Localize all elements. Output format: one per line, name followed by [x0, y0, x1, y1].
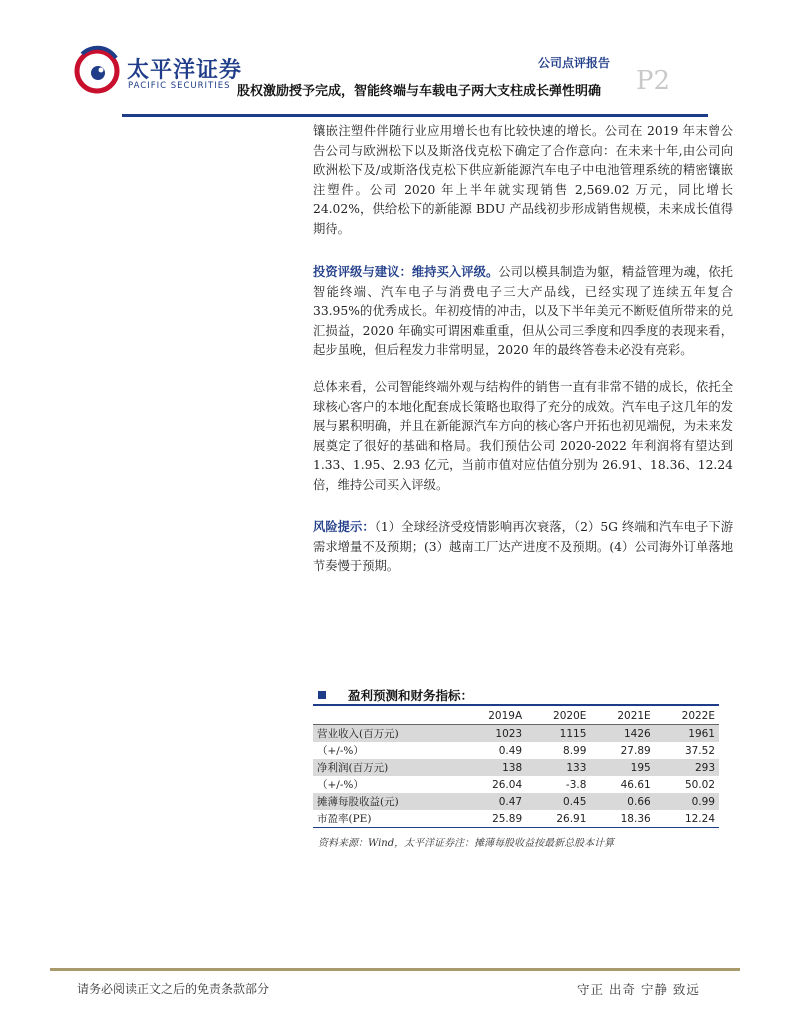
row-label: 营业收入(百万元) [313, 725, 461, 743]
financial-table [313, 707, 719, 828]
rating-label: 投资评级与建议：维持买入评级。 [313, 264, 499, 279]
table-cell: 0.49 [498, 744, 523, 757]
table-header-cell: 2019A [461, 707, 526, 725]
paragraph-risk [313, 517, 733, 577]
table-cell: 46.61 [620, 778, 651, 791]
report-type: 公司点评报告 [538, 56, 611, 70]
table-cell: 25.89 [461, 810, 526, 828]
row-label: （+/-%） [317, 745, 364, 757]
table-cell: 37.52 [684, 744, 715, 757]
table-cell: 8.99 [563, 744, 587, 757]
table-cell: 195 [590, 759, 654, 776]
table-cell: 18.36 [590, 810, 654, 828]
footer-disclaimer: 请务必阅读正文之后的免责条款部分 [77, 982, 270, 996]
square-bullet-icon [318, 691, 326, 699]
table-cell: 26.04 [492, 778, 523, 791]
table-cell: 133 [526, 759, 590, 776]
table-cell: -3.8 [565, 778, 587, 791]
table-cell: 50.02 [684, 778, 715, 791]
table-header-cell [313, 707, 461, 725]
rating-text: 公司以模具制造为躯，精益管理为魂，依托智能终端、汽车电子与消费电子三大产品线，已经实现了连续五年复合 33.95%的优秀成长。年初疫情的冲击，以及下半年美元不断贬值所带来的兑汇损益，2020 年确实可谓困难重重，但从公司三季度和四季度的表现来看，起步虽晚，但后程发力非常明显，2020 年的最终答卷未必没有亮彩。 [313, 265, 733, 358]
logo-text-en: PACIFIC SECURITIES [128, 81, 231, 91]
logo-text-cn: 太平洋证券 [127, 58, 243, 83]
table-cell: 1961 [655, 725, 719, 743]
table-row [313, 810, 719, 828]
paragraph-rating [313, 262, 733, 361]
table-title: 盈利预测和财务指标： [348, 688, 474, 703]
table-row [313, 725, 719, 743]
paragraph-summary: 总体来看，公司智能终端外观与结构件的销售一直有非常不错的成长，依托全球核心客户的本地化配套成长策略也取得了充分的成效。汽车电子这几年的发展与累积明确，并且在新能源汽车方向的核心客户开拓也初见端倪，为未来发展奠定了很好的基础和格局。我们预估公司 2020-2022 年利润将有望达到 1.33、1.95、2.93 亿元，当前市值对应估值分别为 26.91、18.36、12.24 倍，维持公司买入评级。 [313, 380, 733, 492]
table-row [313, 759, 719, 776]
row-label: （+/-%） [317, 779, 364, 791]
risk-label: 风险提示： [313, 519, 375, 534]
page-number: P2 [636, 66, 671, 96]
footer-divider [50, 968, 740, 971]
table-cell: 0.99 [655, 793, 719, 810]
table-source-note: 资料来源：Wind，太平洋证券注：摊薄每股收益按最新总股本计算 [318, 838, 615, 849]
table-header-row [313, 707, 719, 725]
table-top-rule [313, 704, 719, 706]
table-cell: 1115 [526, 725, 590, 743]
risk-text: （1）全球经济受疫情影响再次衰落，（2）5G 终端和汽车电子下游需求增量不及预期；(3）越南工厂达产进度不及预期。(4）公司海外订单落地节奏慢于预期。 [313, 520, 733, 574]
paragraph-panasonic: 镶嵌注塑件伴随行业应用增长也有比较快速的增长。公司在 2019 年末曾公告公司与欧洲松下以及斯洛伐克松下确定了合作意向：在未来十年,由公司向欧洲松下及/或斯洛伐克松下供应新能源汽车电子中电池管理系统的精密镶嵌注塑件。公司 2020 年上半年就实现销售 2,569.02 万元，同比增长 24.02%，供给松下的新能源 BDU 产品线初步形成销售规模，未来成长值得期待。 [313, 124, 733, 236]
report-title: 股权激励授予完成，智能终端与车载电子两大支柱成长弹性明确 [237, 84, 602, 99]
table-cell: 27.89 [620, 744, 651, 757]
table-row [313, 742, 719, 759]
table-header-cell: 2021E [590, 707, 654, 725]
table-cell: 1023 [461, 725, 526, 743]
row-label: 净利润(百万元) [313, 759, 461, 776]
table-cell: 1426 [590, 725, 654, 743]
table-cell: 0.45 [526, 793, 590, 810]
table-cell: 0.66 [590, 793, 654, 810]
table-cell: 26.91 [526, 810, 590, 828]
table-header-cell: 2022E [655, 707, 719, 725]
table-cell: 293 [655, 759, 719, 776]
row-label: 市盈率(PE) [313, 810, 461, 828]
table-cell: 138 [461, 759, 526, 776]
table-row [313, 793, 719, 810]
header-divider [122, 114, 708, 117]
table-row [313, 776, 719, 793]
footer-motto: 守正 出奇 宁静 致远 [577, 982, 700, 997]
table-cell: 12.24 [655, 810, 719, 828]
row-label: 摊薄每股收益(元) [313, 793, 461, 810]
table-cell: 0.47 [461, 793, 526, 810]
table-header-cell: 2020E [526, 707, 590, 725]
